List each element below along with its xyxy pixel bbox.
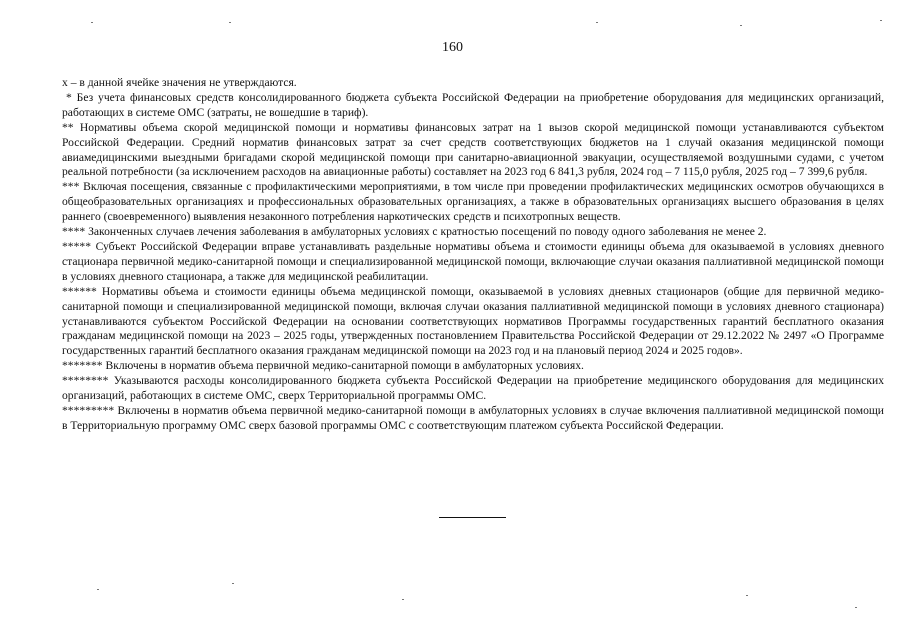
scan-speck [91, 22, 93, 23]
end-rule [439, 517, 506, 518]
footnote-9: ********* Включены в норматив объема первичной медико-санитарной помощи в амбулаторных условиях в случае включения паллиативной медицинской помощи в Территориальную программу ОМС сверх базовой программы ОМС с соответствующим платежом субъекта Российской Федерации. [62, 403, 884, 432]
scan-speck [596, 22, 598, 23]
page-number: 160 [442, 40, 463, 55]
scan-speck [97, 589, 99, 590]
footnote-3: *** Включая посещения, связанные с профилактическими мероприятиями, в том числе при проведении профилактических медицинских осмотров обучающихся в общеобразовательных организациях и профессиональных образовательных организациях, а также в образовательных организациях высшего образования в целях раннего (своевременного) выявления незаконного потребления наркотических средств и психотропных веществ. [62, 180, 884, 224]
footnote-6: ****** Нормативы объема и стоимости единицы объема медицинской помощи, оказываемой в условиях дневных стационаров (общие для первичной медико-санитарной помощи и специализированной медицинской помощи, включая случаи оказания паллиативной медицинской помощи в условиях дневного стационара) устанавливаются субъектом Российской Федерации на основании соответствующих нормативов Программы государственных гарантий бесплатного оказания гражданам медицинской помощи на 2023 – 2025 годы, утвержденных постановлением Правительства Российской Федерации от 29.12.2022 № 2497 «О Программе государственных гарантий бесплатного оказания гражданам медицинской помощи на 2023 год и на плановый период 2024 и 2025 годов». [62, 284, 884, 358]
footnote-5: ***** Субъект Российской Федерации вправе устанавливать раздельные нормативы объема и стоимости единицы объема для оказываемой в условиях дневного стационара первичной медико-санитарной помощи и специализированной медицинской помощи, включающие случаи оказания паллиативной медицинской помощи в условиях дневного стационара, а также для медицинской реабилитации. [62, 239, 884, 283]
footnote-4: **** Законченных случаев лечения заболевания в амбулаторных условиях с кратностью посещений по поводу одного заболевания не менее 2. [62, 225, 767, 239]
scan-speck [229, 22, 231, 23]
scan-speck [880, 20, 882, 21]
footnotes [62, 76, 884, 434]
footnote-7: ******* Включены в норматив объема первичной медико-санитарной помощи в амбулаторных условиях. [62, 359, 584, 373]
scan-speck [746, 595, 748, 596]
scan-speck [402, 599, 404, 600]
footnote-x: х – в данной ячейке значения не утверждаются. [62, 76, 297, 89]
scan-speck [855, 607, 857, 608]
footnote-1: * Без учета финансовых средств консолидированного бюджета субъекта Российской Федерации на приобретение оборудования для медицинских организаций, работающих в системе ОМС (затраты, не вошедшие в тариф). [62, 90, 884, 119]
footnote-8: ******** Указываются расходы консолидированного бюджета субъекта Российской Федерации на приобретение медицинского оборудования для медицинских организаций, работающих в системе ОМС, сверх Территориальной программы ОМС. [62, 374, 884, 403]
footnote-2: ** Нормативы объема скорой медицинской помощи и нормативы финансовых затрат на 1 вызов скорой медицинской помощи устанавливаются субъектом Российской Федерации. Средний норматив финансовых затрат за счет средств соответствующих бюджетов на 1 случай оказания медицинской помощи авиамедицинскими выездными бригадами скорой медицинской помощи при санитарно-авиационной эвакуации, осуществляемой воздушными судами, с учетом реальной потребности (за исключением расходов на авиационные работы) составляет на 2023 год 6 841,3 рубля, 2024 год – 7 115,0 рубля, 2025 год – 7 399,6 рубля. [62, 120, 884, 179]
scan-speck [232, 583, 234, 584]
scan-speck [740, 25, 742, 26]
